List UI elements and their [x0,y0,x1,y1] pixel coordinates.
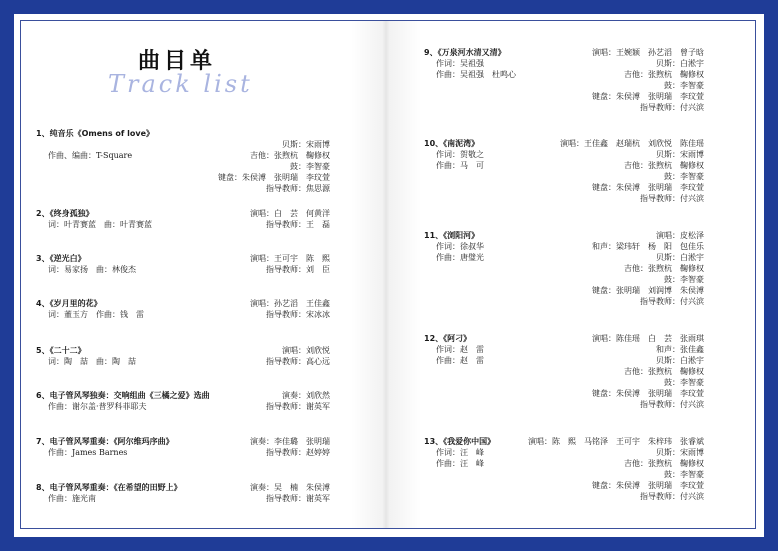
track-6 [36,390,330,412]
credit-left: 词：董玉方 作曲：钱 雷 [48,310,144,319]
credit-right: 指导教师：付兴滨 [640,400,704,409]
track-3 [36,253,330,275]
track-title: 13、《我爱你中国》 [424,437,496,446]
credit-right: 演唱：王婉颖 孙艺滔 曾子晗 [592,48,704,57]
track-title: 4、《岁月里的花》 [36,299,102,308]
credit-left: 作曲：谢尔盖·普罗科菲耶夫 [48,402,147,411]
credit-right: 指导教师：刘 臣 [266,265,330,274]
page-title: 曲目单 [138,49,217,74]
credit-right: 吉他：张煦杭 鞠修权 [624,367,704,376]
credit-right: 指导教师：宋冰冰 [266,310,330,319]
credit-right: 和声：张佳鑫 [656,345,704,354]
credit-right: 贝斯：白淞宇 [656,356,704,365]
credit-right: 演奏：吴 楠 朱侯溥 [250,483,330,492]
credit-left: 词：易家扬 曲：林俊杰 [48,265,136,274]
track-2 [36,208,330,230]
credit-right: 贝斯：宋雨博 [282,140,330,149]
credit-right: 演唱：刘欣悦 [282,346,330,355]
credit-left: 作词：赵 雷 [436,345,484,354]
credit-right: 贝斯：白淞宇 [656,253,704,262]
track-title: 2、《终身孤独》 [36,209,94,218]
track-9 [424,47,704,113]
credit-left: 作曲：James Barnes [48,448,128,457]
credit-right: 演唱：陈佳瑶 白 芸 张雨琪 [592,334,704,343]
track-title: 9、《万泉河水清又清》 [424,48,506,57]
credit-right: 键盘：张明瑞 刘润博 朱侯溥 [592,286,704,295]
credit-right: 键盘：朱侯溥 张明瑞 李玟萱 [592,92,704,101]
credit-right: 演奏：李佳璐 张明瑞 [250,437,330,446]
credit-right: 鼓：李智豪 [664,378,704,387]
credit-right: 演唱：孙艺滔 王佳鑫 [250,299,330,308]
credit-right: 鼓：李智豪 [664,81,704,90]
credit-right: 演唱：王可宇 陈 熙 [250,254,330,263]
credit-left: 作词：吴祖强 [436,59,484,68]
credit-right: 贝斯：宋雨博 [656,448,704,457]
credit-right: 贝斯：白淞宇 [656,59,704,68]
credit-left: 词：叶青赛蓝 曲：叶青赛蓝 [48,220,152,229]
credit-left: 作曲、编曲：T-Square [48,151,133,160]
credit-left: 作词：汪 峰 [436,448,484,457]
credit-right: 演唱：王佳鑫 赵瑞杭 刘欣悦 陈佳瑶 [560,139,704,148]
credit-left: 作曲：赵 雷 [436,356,484,365]
credit-left: 作曲：马 可 [436,161,484,170]
credit-right: 吉他：张煦杭 鞠修权 [624,70,704,79]
credit-left: 词：陶 喆 曲：陶 喆 [48,357,136,366]
track-7 [36,436,330,458]
credit-right: 演唱：陈 熙 马铭泽 王可宇 朱梓玮 张睿斌 [528,437,704,446]
track-1 [36,128,330,194]
credit-right: 贝斯：宋雨博 [656,150,704,159]
credit-right: 鼓：李智豪 [664,470,704,479]
credit-right: 演奏：刘欣然 [282,391,330,400]
track-10 [424,138,704,204]
credit-right: 键盘：朱侯溥 张明瑞 李玟萱 [218,173,330,182]
credit-left: 作曲：施光南 [48,494,96,503]
page-subtitle: Track list [108,70,253,98]
track-title: 11、《浏阳河》 [424,231,480,240]
credit-right: 演唱：皮松泽 [656,231,704,240]
credit-right: 指导教师：王 磊 [266,220,330,229]
credit-right: 指导教师：谢英军 [266,402,330,411]
track-title: 1、纯音乐《Omens of love》 [36,129,155,138]
credit-right: 键盘：朱侯溥 张明瑞 李玟萱 [592,183,704,192]
track-title: 8、电子管风琴重奏：《在希望的田野上》 [36,483,182,492]
track-8 [36,482,330,504]
track-4 [36,298,330,320]
credit-right: 指导教师：付兴滨 [640,103,704,112]
credit-right: 指导教师：付兴滨 [640,194,704,203]
page-fold [351,21,421,528]
credit-right: 鼓：李智豪 [664,275,704,284]
credit-right: 鼓：李智豪 [290,162,330,171]
credit-left: 作词：贺敬之 [436,150,484,159]
credit-right: 指导教师：高心远 [266,357,330,366]
credit-right: 键盘：朱侯溥 张明瑞 李玟萱 [592,481,704,490]
credit-right: 指导教师：赵婷婷 [266,448,330,457]
credit-right: 鼓：李智豪 [664,172,704,181]
track-12 [424,333,704,410]
track-title: 5、《二十二》 [36,346,86,355]
credit-right: 指导教师：付兴滨 [640,492,704,501]
credit-right: 演唱：白 芸 何黄洋 [250,209,330,218]
credit-left: 作曲：汪 峰 [436,459,484,468]
track-title: 10、《南泥湾》 [424,139,480,148]
credit-left: 作曲：吴祖强 杜鸣心 [436,70,516,79]
credit-right: 指导教师：付兴滨 [640,297,704,306]
credit-right: 指导教师：焦思源 [266,184,330,193]
track-title: 6、电子管风琴独奏：交响组曲《三橘之爱》选曲 [36,391,210,400]
track-title: 3、《逆光白》 [36,254,86,263]
credit-left: 作词：徐叔华 [436,242,484,251]
track-13 [424,436,704,502]
credit-right: 吉他：张煦杭 鞠修权 [624,264,704,273]
credit-right: 吉他：张煦杭 鞠修权 [624,161,704,170]
track-title: 12、《阿刁》 [424,334,472,343]
track-title: 7、电子管风琴重奏：《阿尔维玛序曲》 [36,437,174,446]
track-11 [424,230,704,307]
credit-right: 指导教师：谢英军 [266,494,330,503]
credit-left: 作曲：唐璧光 [436,253,484,262]
credit-right: 键盘：朱侯溥 张明瑞 李玟萱 [592,389,704,398]
credit-right: 和声：梁玮轩 杨 阳 包佳乐 [592,242,704,251]
track-5 [36,345,330,367]
credit-right: 吉他：张煦杭 鞠修权 [624,459,704,468]
credit-right: 吉他：张煦杭 鞠修权 [250,151,330,160]
